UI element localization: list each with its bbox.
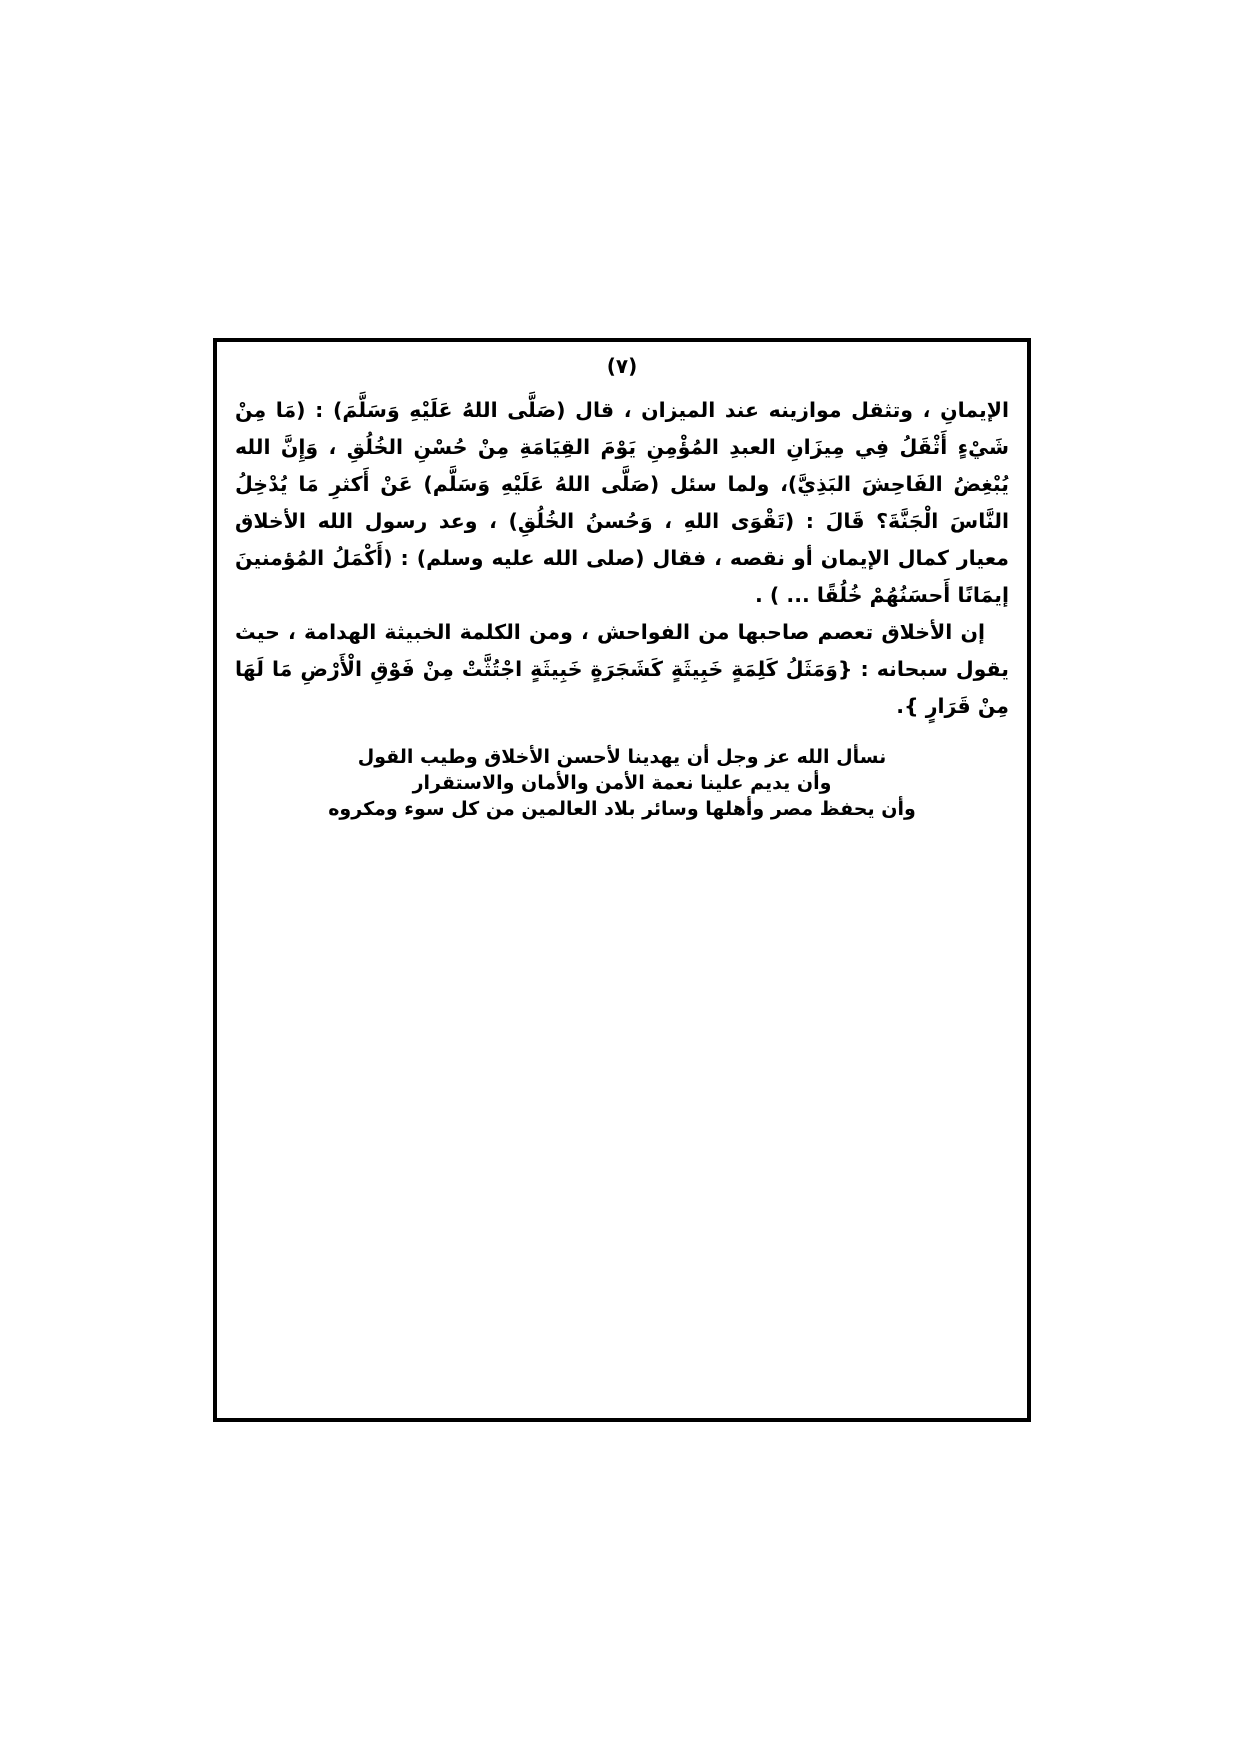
prayer-line: وأن يحفظ مصر وأهلها وسائر بلاد العالمين من كل سوء ومكروه bbox=[328, 798, 916, 820]
paragraph: الإيمانِ ، وتثقل موازينه عند الميزان ، قال (صَلَّى اللهُ عَلَيْهِ وَسَلَّمَ) : (مَا مِنْ شَيْءٍ أَثْقَلُ فِي مِيزَانِ العبدِ المُؤْمِنِ يَوْمَ القِيَامَةِ مِنْ حُسْنِ الخُلُقِ ، وَإِنَّ الله يُبْغِضُ الفَاحِشَ البَذِيَّ)، ولما سئل (صَلَّى اللهُ عَلَيْهِ وَسَلَّم) عَنْ أَكثرِ مَا يُدْخِلُ النَّاسَ الْجَنَّةَ؟ قَالَ : (تَقْوَى اللهِ ، وَحُسنُ الخُلُقِ) ، وعد رسول الله الأخلاق معيار كمال الإيمان أو نقصه ، فقال (صلى الله عليه وسلم) : (أَكْمَلُ المُؤمنينَ إيمَانًا أَحسَنُهُمْ خُلُقًا ... ) . bbox=[235, 398, 1009, 607]
paragraph: إن الأخلاق تعصم صاحبها من الفواحش ، ومن الكلمة الخبيثة الهدامة ، حيث يقول سبحانه : {وَمَثَلُ كَلِمَةٍ خَبِيثَةٍ كَشَجَرَةٍ خَبِيثَةٍ اجْتُثَّتْ مِنْ فَوْقِ الْأَرْضِ مَا لَهَا مِنْ قَرَارٍ }. bbox=[235, 620, 1009, 718]
body-text bbox=[235, 392, 1009, 725]
prayer-line: نسأل الله عز وجل أن يهدينا لأحسن الأخلاق وطيب القول bbox=[357, 746, 887, 768]
closing-prayer bbox=[235, 744, 1009, 822]
page-frame bbox=[213, 338, 1031, 1422]
page-number: (٧) bbox=[606, 354, 638, 378]
prayer-line: وأن يديم علينا نعمة الأمن والأمان والاستقرار bbox=[412, 772, 832, 794]
